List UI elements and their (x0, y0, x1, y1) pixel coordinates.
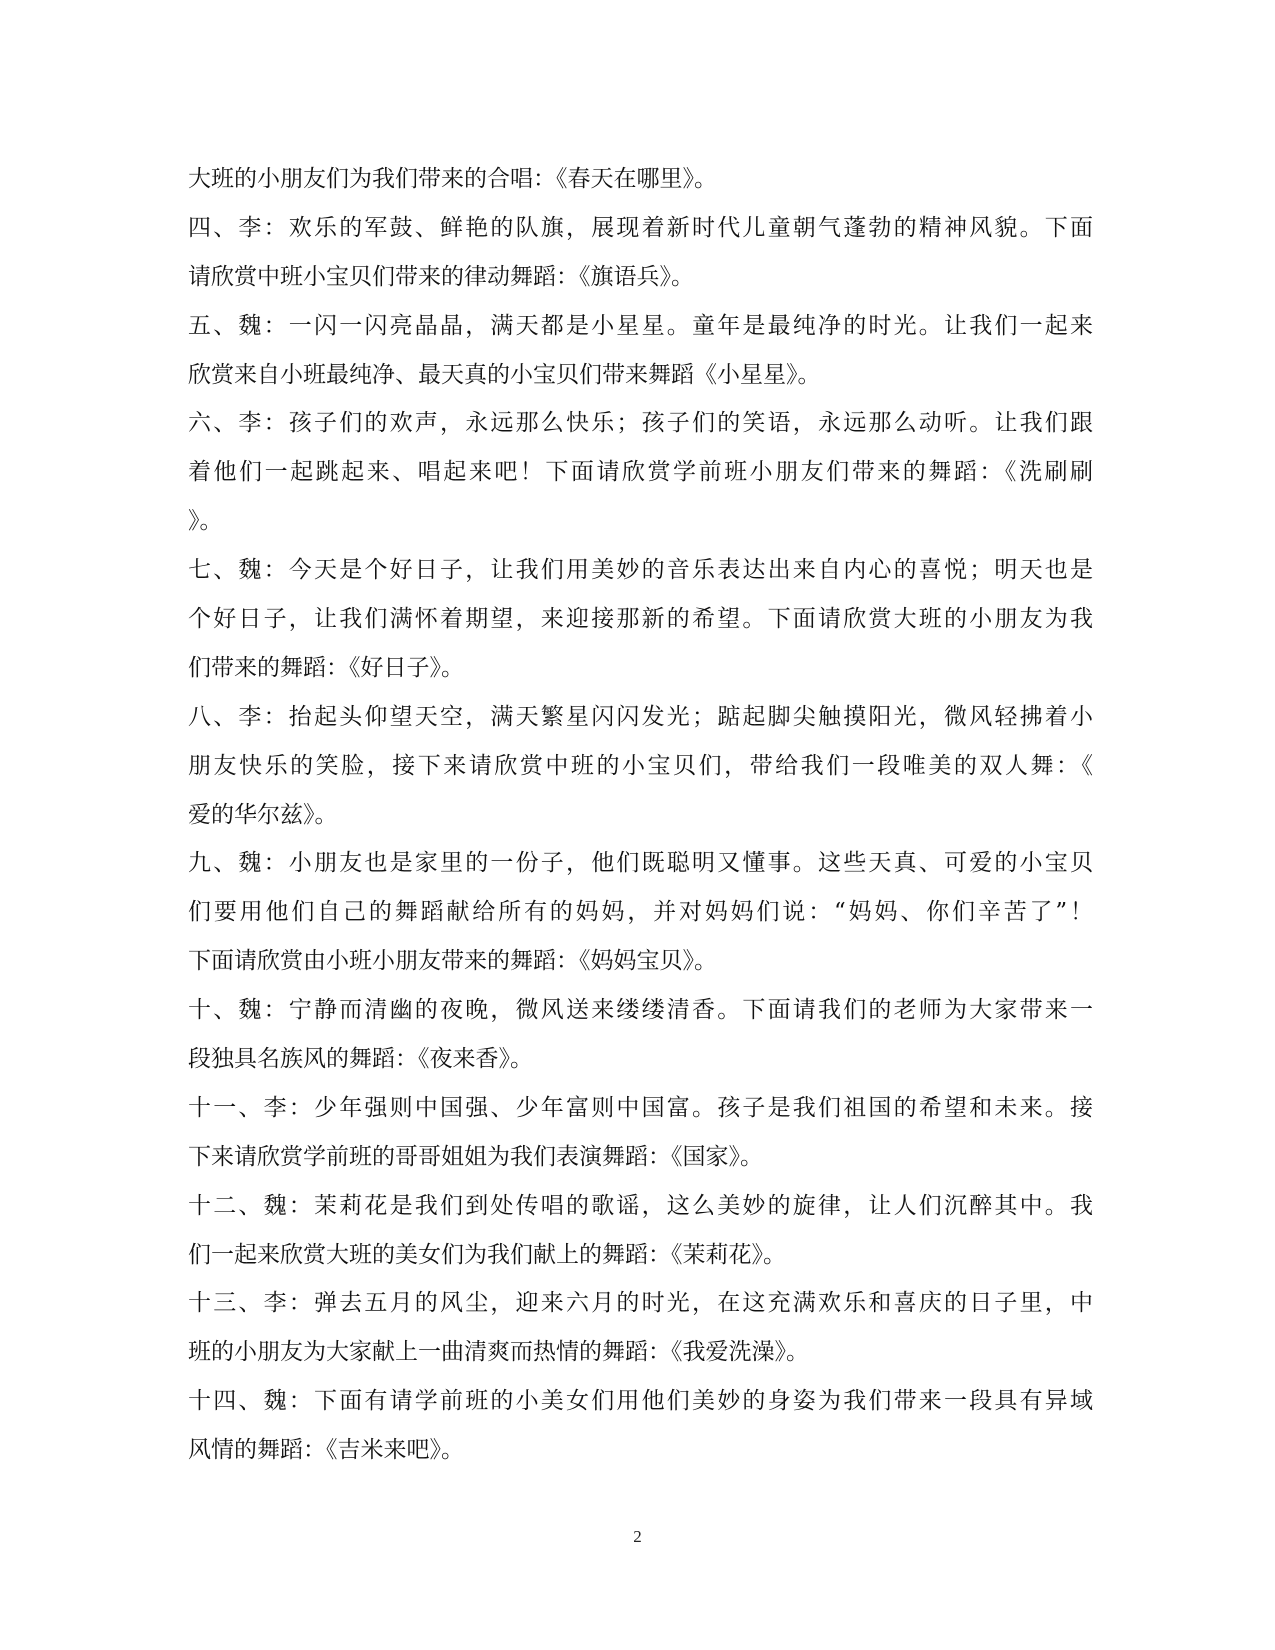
text-line: 班的小朋友为大家献上一曲清爽而热情的舞蹈：《我爱洗澡》。 (188, 1339, 809, 1366)
text-line: 爱的华尔兹》。 (188, 801, 338, 828)
text-line: 下来请欣赏学前班的哥哥姐姐为我们表演舞蹈：《国家》。 (188, 1143, 763, 1170)
text-line: 下面请欣赏由小班小朋友带来的舞蹈：《妈妈宝贝》。 (188, 948, 717, 975)
text-line: 十二、魏：茉莉花是我们到处传唱的歌谣，这么美妙的旋律，让人们沉醉其中。我 (188, 1192, 1093, 1219)
page-body (188, 155, 1093, 1475)
page-number: 2 (633, 1527, 642, 1546)
text-line: 十一、李：少年强则中国强、少年富则中国富。孩子是我们祖国的希望和未来。接 (188, 1094, 1093, 1121)
text-line: 个好日子，让我们满怀着期望，来迎接那新的希望。下面请欣赏大班的小朋友为我 (188, 606, 1093, 633)
text-line: 们带来的舞蹈：《好日子》。 (188, 654, 464, 681)
text-line: 八、李：抬起头仰望天空，满天繁星闪闪发光；踮起脚尖触摸阳光，微风轻拂着小 (188, 703, 1093, 730)
text-line: 十三、李：弹去五月的风尘，迎来六月的时光，在这充满欢乐和喜庆的日子里，中 (188, 1290, 1093, 1317)
text-line: 十、魏：宁静而清幽的夜晚，微风送来缕缕清香。下面请我们的老师为大家带来一 (188, 997, 1093, 1024)
text-line: 请欣赏中班小宝贝们带来的律动舞蹈：《旗语兵》。 (188, 263, 694, 290)
text-line: 朋友快乐的笑脸，接下来请欣赏中班的小宝贝们，带给我们一段唯美的双人舞：《 (188, 752, 1093, 779)
text-line: 们要用他们自己的舞蹈献给所有的妈妈，并对妈妈们说：“妈妈、你们辛苦了”！ (188, 899, 1093, 926)
text-line: 大班的小朋友们为我们带来的合唱：《春天在哪里》。 (188, 166, 717, 192)
text-line: 四、李：欢乐的军鼓、鲜艳的队旗，展现着新时代儿童朝气蓬勃的精神风貌。下面 (188, 214, 1093, 241)
text-line: 着他们一起跳起来、唱起来吧！下面请欣赏学前班小朋友们带来的舞蹈：《洗刷刷 (188, 459, 1093, 486)
text-line: 》。 (188, 508, 223, 535)
text-line: 欣赏来自小班最纯净、最天真的小宝贝们带来舞蹈《小星星》。 (188, 361, 821, 388)
text-line: 六、李：孩子们的欢声，永远那么快乐；孩子们的笑语，永远那么动听。让我们跟 (188, 410, 1093, 437)
text-line: 九、魏：小朋友也是家里的一份子，他们既聪明又懂事。这些天真、可爱的小宝贝 (188, 850, 1093, 877)
text-line: 五、魏：一闪一闪亮晶晶，满天都是小星星。童年是最纯净的时光。让我们一起来 (188, 312, 1093, 339)
text-line: 们一起来欣赏大班的美女们为我们献上的舞蹈：《茉莉花》。 (188, 1241, 786, 1268)
text-line: 风情的舞蹈：《吉米来吧》。 (188, 1437, 464, 1464)
text-line: 十四、魏：下面有请学前班的小美女们用他们美妙的身姿为我们带来一段具有异域 (188, 1388, 1093, 1415)
text-line: 七、魏：今天是个好日子，让我们用美妙的音乐表达出来自内心的喜悦；明天也是 (188, 557, 1093, 584)
text-line: 段独具名族风的舞蹈：《夜来香》。 (188, 1046, 533, 1073)
